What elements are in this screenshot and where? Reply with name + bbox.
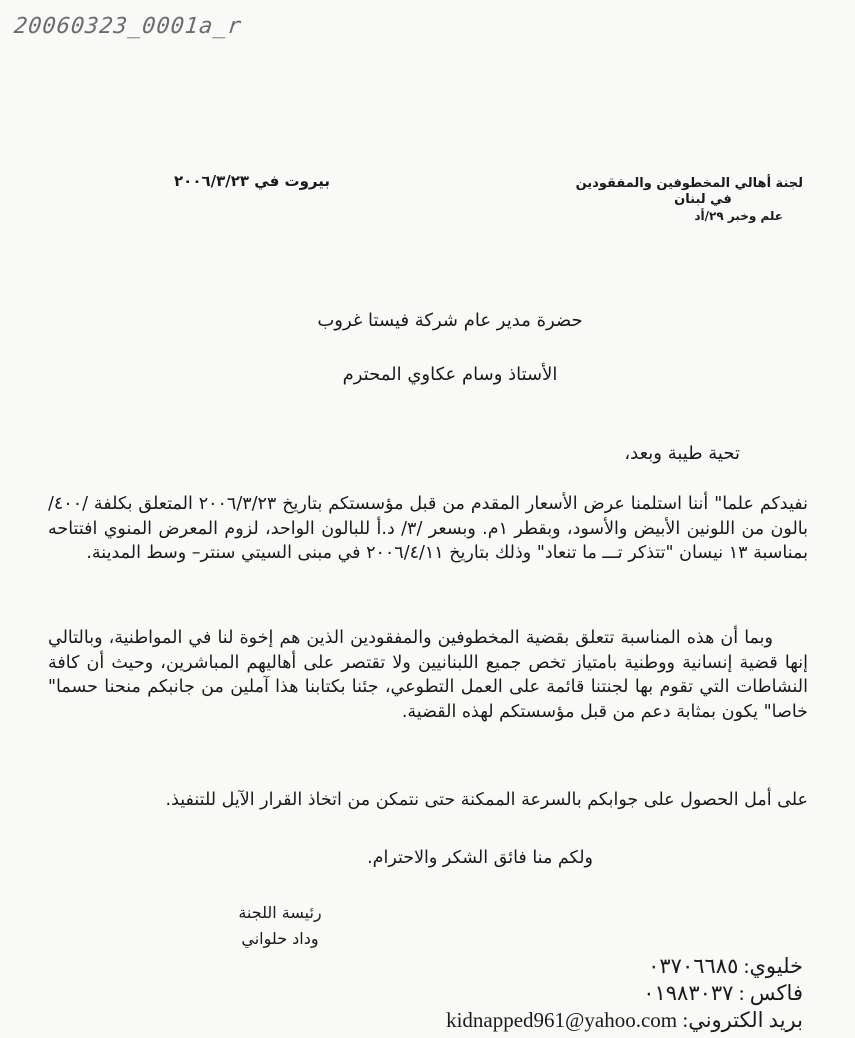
org-location: في لبنان xyxy=(674,192,732,207)
fax-label: فاكس : xyxy=(738,981,803,1005)
org-name: لجنة أهالي المخطوفين والمفقودين xyxy=(575,176,803,191)
fax-number: ٠١٩٨٣٠٣٧ xyxy=(643,981,734,1005)
mobile-number: ٠٣٧٠٦٦٨٥ xyxy=(648,954,739,978)
organization-header xyxy=(543,176,803,224)
contact-fax xyxy=(446,980,803,1007)
addressee-title: حضرة مدير عام شركة فيستا غروب xyxy=(317,310,583,331)
paragraph-2-text: وبما أن هذه المناسبة تتعلق بقضية المخطوفين والمفقودين الذين هم إخوة لنا في المواطنية، وبالتالي إنها قضية إنسانية ووطنية بامتياز تخص جميع اللبنانيين ولا تقتصر على أهاليهم المباشرين، وحيث أن كافة النشاطات التي تقوم بها لجنتنا قائمة على العمل التطوعي، جئنا بكتابنا هذا آملين من جانبكم منحنا حسما" خاصا" يكون بمثابة دعم من قبل مؤسستكم لهذه القضية. xyxy=(48,628,808,722)
org-license: علم وخبر ٢٩/أد xyxy=(694,209,783,223)
signature-name: وداد حلواني xyxy=(241,929,319,948)
email-address[interactable]: kidnapped961@yahoo.com xyxy=(446,1008,678,1032)
contact-email xyxy=(446,1007,803,1034)
closing: ولكم منا فائق الشكر والاحترام. xyxy=(367,848,593,868)
handwritten-reference: 20060323_0001a_r xyxy=(12,14,244,39)
contact-block xyxy=(446,953,803,1034)
paragraph-3: على أمل الحصول على جوابكم بالسرعة الممكنة حتى نتمكن من اتخاذ القرار الآيل للتنفيذ. xyxy=(165,790,808,810)
addressee-name: الأستاذ وسام عكاوي المحترم xyxy=(342,364,558,385)
letter-date: بيروت في ٢٠٠٦/٣/٢٣ xyxy=(174,172,330,190)
mobile-label: خليوي: xyxy=(743,954,803,978)
email-label: بريد الكتروني: xyxy=(682,1008,803,1032)
paragraph-1: نفيدكم علما" أننا استلمنا عرض الأسعار المقدم من قبل مؤسستكم بتاريخ ٢٠٠٦/٣/٢٣ المتعلق بكلفة /٤٠٠/ بالون من اللونين الأبيض والأسود، وبقطر ١م. وبسعر /٣/ د.أ للبالون الواحد، لزوم المعرض المنوي افتتاحه بمناسبة ١٣ نيسان "تتذكر تـــ ما تنعاد" وذلك بتاريخ ٢٠٠٦/٤/١١ في مبنى السيتي سنتر– وسط المدينة. xyxy=(48,494,808,563)
greeting: تحية طيبة وبعد، xyxy=(624,443,740,464)
signature-block xyxy=(220,900,340,952)
paragraph-2 xyxy=(48,626,808,724)
contact-mobile xyxy=(446,953,803,980)
signature-title: رئيسة اللجنة xyxy=(238,903,322,922)
